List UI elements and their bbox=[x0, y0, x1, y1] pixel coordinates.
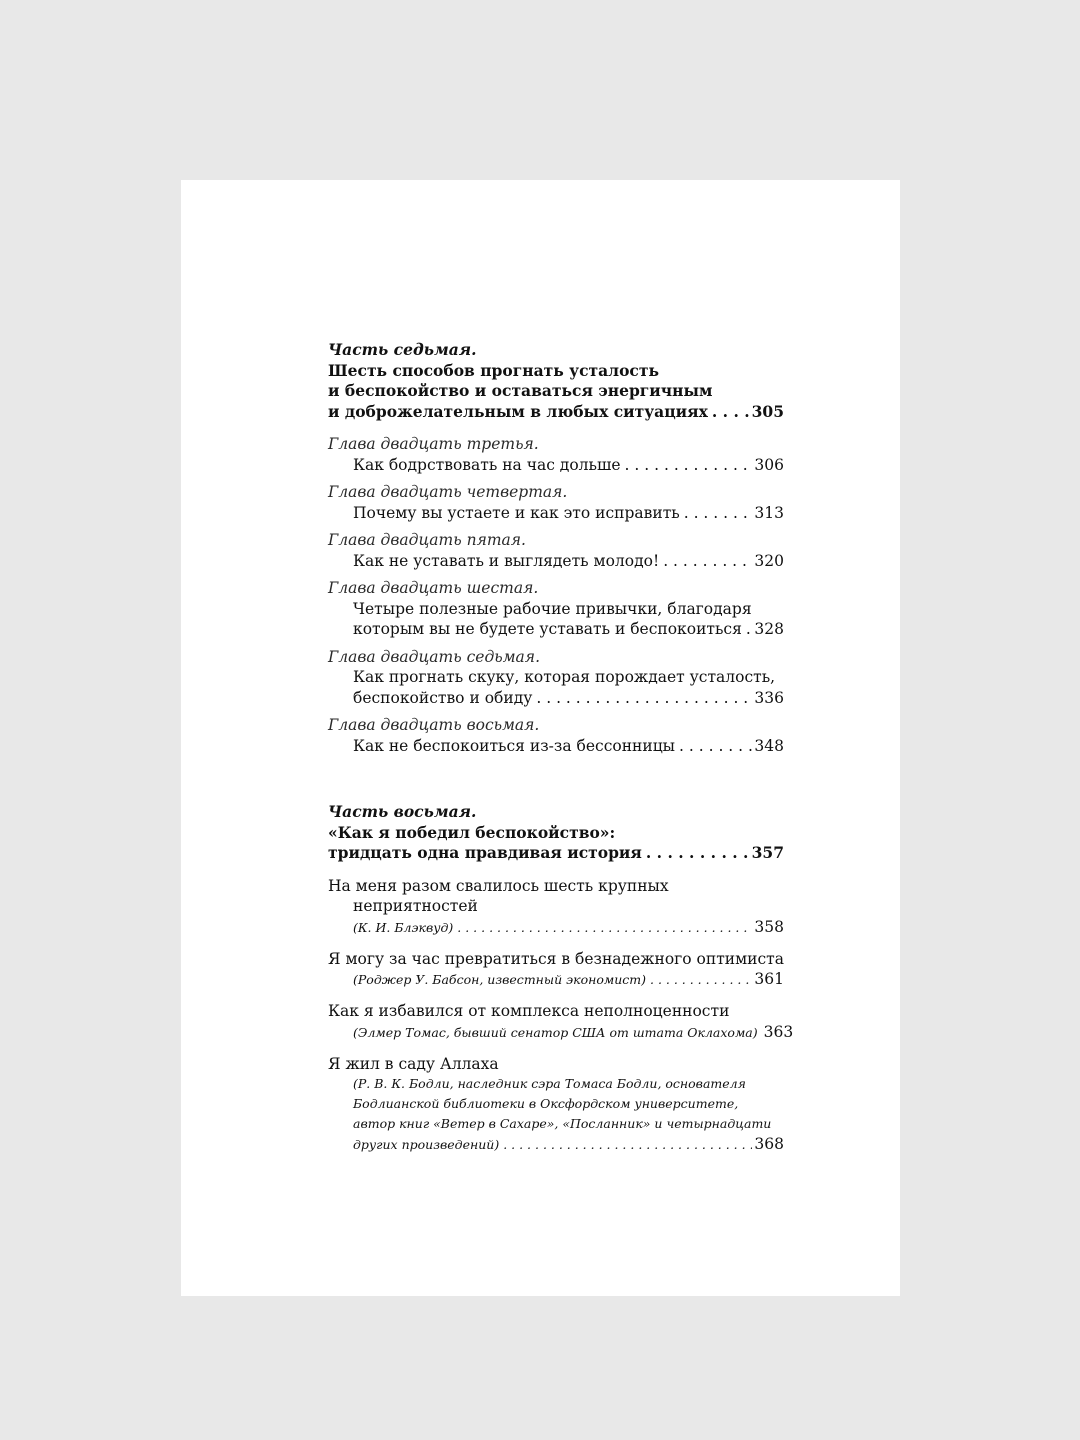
page-number: 368 bbox=[754, 1135, 784, 1153]
chapter-entry bbox=[328, 736, 784, 757]
story-author-line-3: автор книг «Ветер в Сахаре», «Посланник» и четырнадцати bbox=[353, 1116, 772, 1131]
chapter-entry bbox=[328, 619, 784, 640]
part-7-title-line-1: Шесть способов прогнать усталость bbox=[328, 360, 659, 380]
chapter-label: Глава двадцать седьмая. bbox=[328, 647, 540, 666]
chapter-label: Глава двадцать восьмая. bbox=[328, 716, 540, 734]
story-author-entry bbox=[328, 1134, 784, 1155]
chapter-title: Как не уставать и выглядеть молодо! bbox=[353, 551, 660, 570]
part-8-label: Часть восьмая. bbox=[328, 802, 477, 821]
chapter-title-line-1: Как прогнать скуку, которая порождает усталость, bbox=[353, 668, 776, 686]
leader-dots bbox=[679, 736, 752, 757]
chapter-title-line-1: Четыре полезные рабочие привычки, благодаря bbox=[353, 599, 752, 618]
story-title: Я жил в саду Аллаха bbox=[328, 1054, 499, 1073]
story-author: (Роджер У. Бабсон, известный экономист) bbox=[353, 972, 646, 987]
page-number: 336 bbox=[754, 688, 784, 707]
story-author: (К. И. Блэквуд) bbox=[353, 919, 454, 935]
chapter-entry bbox=[328, 503, 784, 524]
book-page bbox=[181, 180, 900, 1296]
leader-dots bbox=[536, 688, 752, 709]
chapter-title: Как бодрствовать на час дольше bbox=[353, 455, 621, 474]
leader-dots bbox=[503, 1135, 752, 1155]
page-number: 306 bbox=[754, 455, 784, 474]
story-title: На меня разом свалилось шесть крупных bbox=[328, 876, 669, 895]
page-number: 348 bbox=[754, 736, 784, 755]
page-number: 305 bbox=[751, 401, 784, 421]
page-number: 357 bbox=[751, 843, 784, 862]
leader-dots bbox=[650, 970, 752, 990]
chapter-title: беспокойство и обиду bbox=[353, 688, 533, 707]
chapter-label: Глава двадцать пятая. bbox=[328, 531, 526, 549]
story-author-entry bbox=[328, 1022, 794, 1043]
table-of-contents bbox=[328, 340, 794, 1155]
part-8-title-text: тридцать одна правдивая история bbox=[328, 843, 642, 862]
leader-dots bbox=[684, 503, 753, 524]
part-8-title-line-2 bbox=[328, 843, 784, 864]
page-number: 320 bbox=[754, 551, 784, 570]
story-author-line-2: Бодлианской библиотеки в Оксфордском университете, bbox=[353, 1096, 739, 1111]
chapter-entry bbox=[328, 455, 784, 476]
part-8-title-line-1: «Как я победил беспокойство»: bbox=[328, 822, 616, 842]
story-title-line-2: неприятностей bbox=[353, 897, 478, 915]
leader-dots bbox=[712, 402, 750, 423]
leader-dots bbox=[663, 551, 752, 572]
page-number: 363 bbox=[763, 1022, 794, 1041]
part-spacer bbox=[328, 756, 784, 802]
chapter-title: Почему вы устаете и как это исправить bbox=[353, 503, 680, 522]
chapter-entry bbox=[328, 551, 784, 572]
chapter-label: Глава двадцать шестая. bbox=[328, 579, 539, 597]
page-number: 328 bbox=[754, 620, 784, 638]
chapter-label: Глава двадцать третья. bbox=[328, 435, 539, 453]
part-7-title-text: и доброжелательным в любых ситуациях bbox=[328, 401, 708, 421]
part-7-title-line-3 bbox=[328, 402, 784, 423]
story-author-entry bbox=[328, 917, 784, 938]
story-title: Я могу за час превратиться в безнадежного оптимиста bbox=[328, 949, 784, 968]
story-author-entry bbox=[328, 969, 784, 990]
leader-dots bbox=[625, 455, 753, 476]
chapter-title: которым вы не будете уставать и беспокоиться bbox=[353, 620, 742, 638]
leader-dots bbox=[457, 918, 752, 938]
story-author-line-1: (Р. В. К. Бодли, наследник сэра Томаса Бодли, основателя bbox=[353, 1076, 746, 1091]
story-author: других произведений) bbox=[353, 1137, 500, 1152]
page-number: 361 bbox=[754, 970, 784, 988]
page-number: 358 bbox=[754, 917, 784, 936]
leader-dots bbox=[746, 619, 753, 640]
chapter-entry bbox=[328, 688, 784, 709]
chapter-label: Глава двадцать четвертая. bbox=[328, 483, 568, 501]
story-title: Как я избавился от комплекса неполноценности bbox=[328, 1002, 730, 1020]
story-author: (Элмер Томас, бывший сенатор США от штата Оклахома) bbox=[353, 1024, 758, 1040]
page-number: 313 bbox=[754, 503, 784, 522]
chapter-title: Как не беспокоиться из-за бессонницы bbox=[353, 736, 676, 755]
part-7-title-line-2: и беспокойство и оставаться энергичным bbox=[328, 381, 713, 400]
leader-dots bbox=[646, 843, 750, 864]
part-7-label: Часть седьмая. bbox=[328, 340, 477, 359]
